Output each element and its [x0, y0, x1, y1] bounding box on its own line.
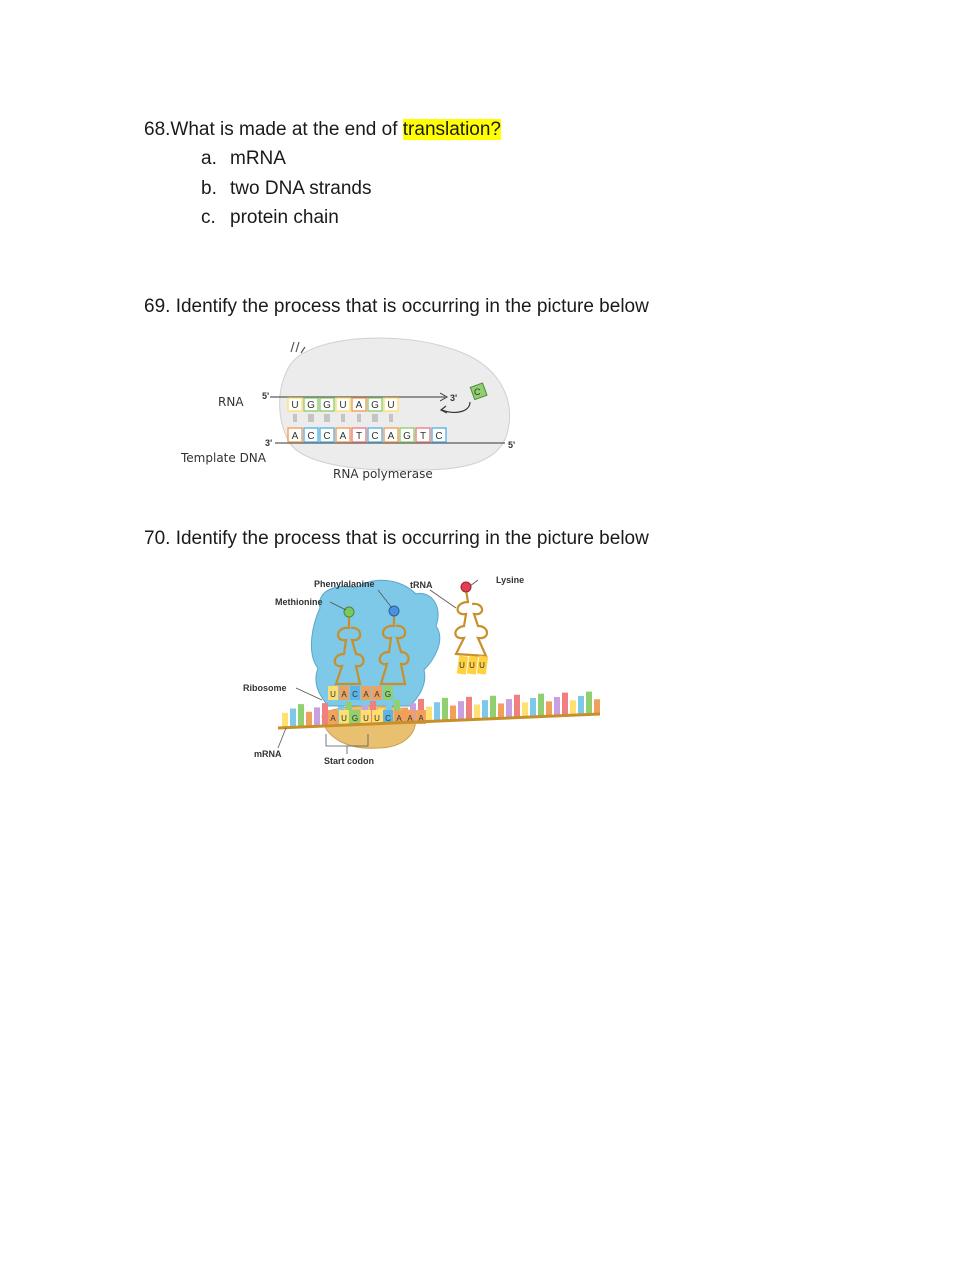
option-text: protein chain [230, 207, 339, 228]
dna-base-letter: C [307, 431, 315, 442]
answer-option-c [201, 206, 339, 230]
mrna-nucleotide [578, 696, 584, 714]
highlighted-word: translation? [402, 119, 501, 140]
mrna-codon-letter: U [341, 714, 347, 723]
trna-label: tRNA [410, 580, 433, 590]
mrna-codon-letter: A [407, 714, 413, 723]
anticodon-letter: U [330, 690, 336, 699]
mrna-nucleotide [322, 703, 328, 725]
lysine-anticodon-letter: U [459, 661, 465, 670]
question-70-text: 70. Identify the process that is occurring in the picture below [144, 528, 649, 549]
mrna-nucleotide [506, 699, 512, 717]
dna-3-prime-label: 3' [265, 438, 273, 448]
mrna-nucleotide [466, 697, 472, 719]
mrna-nucleotide [458, 701, 464, 719]
mrna-codon-letter: A [418, 714, 424, 723]
dna-base-letter: A [291, 431, 299, 442]
mrna-nucleotide [298, 704, 304, 726]
answer-option-b [201, 177, 372, 201]
rna-base-letter: U [291, 400, 299, 411]
mrna-nucleotide [522, 702, 528, 716]
mrna-nucleotide [306, 712, 312, 726]
mrna-label: mRNA [254, 749, 282, 759]
question-68-text: 68.What is made at the end of [144, 119, 403, 140]
phenylalanine-ball [389, 606, 399, 616]
methionine-label: Methionine [275, 597, 323, 607]
rna-bases [288, 398, 398, 411]
dna-base-letter: C [435, 431, 443, 442]
mrna-nucleotide [282, 713, 288, 727]
rna-5-prime-label: 5' [262, 391, 270, 401]
mrna-nucleotide [490, 696, 496, 718]
mrna-nucleotide [594, 699, 600, 713]
mrna-nucleotide [290, 708, 296, 726]
anticodon-letter: A [363, 690, 369, 699]
rna-base-letter: G [323, 400, 331, 411]
question-68 [144, 118, 501, 142]
mrna-nucleotide [314, 707, 320, 725]
mrna-nucleotide [474, 704, 480, 718]
anticodon-letter: C [352, 690, 358, 699]
dna-base-letter: C [371, 431, 379, 442]
mrna-nucleotide [442, 698, 448, 720]
anticodon-letter: A [374, 690, 380, 699]
mrna-nucleotide [530, 698, 536, 716]
anticodon-letter: G [384, 690, 392, 699]
template-dna-label: Template DNA [181, 451, 266, 465]
mrna-nucleotide [562, 693, 568, 715]
option-text: mRNA [230, 148, 286, 169]
rna-base-letter: U [339, 400, 347, 411]
lysine-label: Lysine [496, 575, 525, 585]
mrna-codon-letter: U [374, 714, 380, 723]
mrna-nucleotide [514, 695, 520, 717]
motion-marks [291, 342, 305, 353]
dna-base-letter: A [387, 431, 395, 442]
mrna-nucleotide [586, 692, 592, 714]
question-69-text: 69. Identify the process that is occurring in the picture below [144, 296, 649, 317]
dna-base-letter: A [339, 431, 347, 442]
ribosome-label: Ribosome [243, 683, 287, 693]
mrna-codon-letter: A [330, 714, 336, 723]
transcription-figure [170, 330, 530, 490]
dna-base-letter: T [419, 431, 427, 442]
mrna-nucleotide [546, 701, 552, 715]
anticodon-letter: A [341, 690, 347, 699]
mrna-codon-letter: U [363, 714, 369, 723]
answer-option-a [201, 147, 286, 171]
mrna-nucleotide [434, 702, 440, 720]
methionine-ball [344, 607, 354, 617]
trna-anticodon-uuu [457, 656, 488, 675]
trna-lysine [455, 590, 487, 656]
mrna-codon-letter: G [351, 714, 359, 723]
rna-base-letter: G [371, 400, 379, 411]
mrna-nucleotide [482, 700, 488, 718]
mrna-nucleotide [538, 694, 544, 716]
option-letter: c. [201, 207, 216, 228]
free-nucleotide-label: C [474, 387, 481, 397]
rna-polymerase-label: RNA polymerase [333, 467, 433, 481]
mrna-nucleotide [570, 700, 576, 714]
option-text: two DNA strands [230, 178, 372, 199]
rna-3-prime-label: 3' [450, 393, 458, 403]
option-letter: a. [201, 148, 217, 169]
mrna-nucleotide [450, 706, 456, 720]
option-letter: b. [201, 178, 217, 199]
rna-label: RNA [218, 395, 244, 409]
lysine-ball [461, 582, 471, 592]
mrna-nucleotide [498, 703, 504, 717]
mrna-codon-letter: A [396, 714, 402, 723]
start-codon-label: Start codon [324, 756, 375, 766]
rna-base-letter: A [355, 400, 363, 411]
dna-5-prime-label: 5' [508, 440, 516, 450]
phenylalanine-label: Phenylalanine [314, 579, 375, 589]
dna-base-letter: T [355, 431, 363, 442]
dna-base-letter: G [403, 431, 411, 442]
mrna-codon-letter: C [385, 714, 391, 723]
rna-base-letter: U [387, 400, 395, 411]
mrna-nucleotide [554, 697, 560, 715]
dna-base-letter: C [323, 431, 331, 442]
lysine-anticodon-letter: U [469, 661, 475, 670]
rna-base-letter: G [307, 400, 315, 411]
translation-figure [238, 568, 610, 774]
mrna-nucleotide [426, 707, 432, 721]
lysine-anticodon-letter: U [479, 661, 485, 670]
